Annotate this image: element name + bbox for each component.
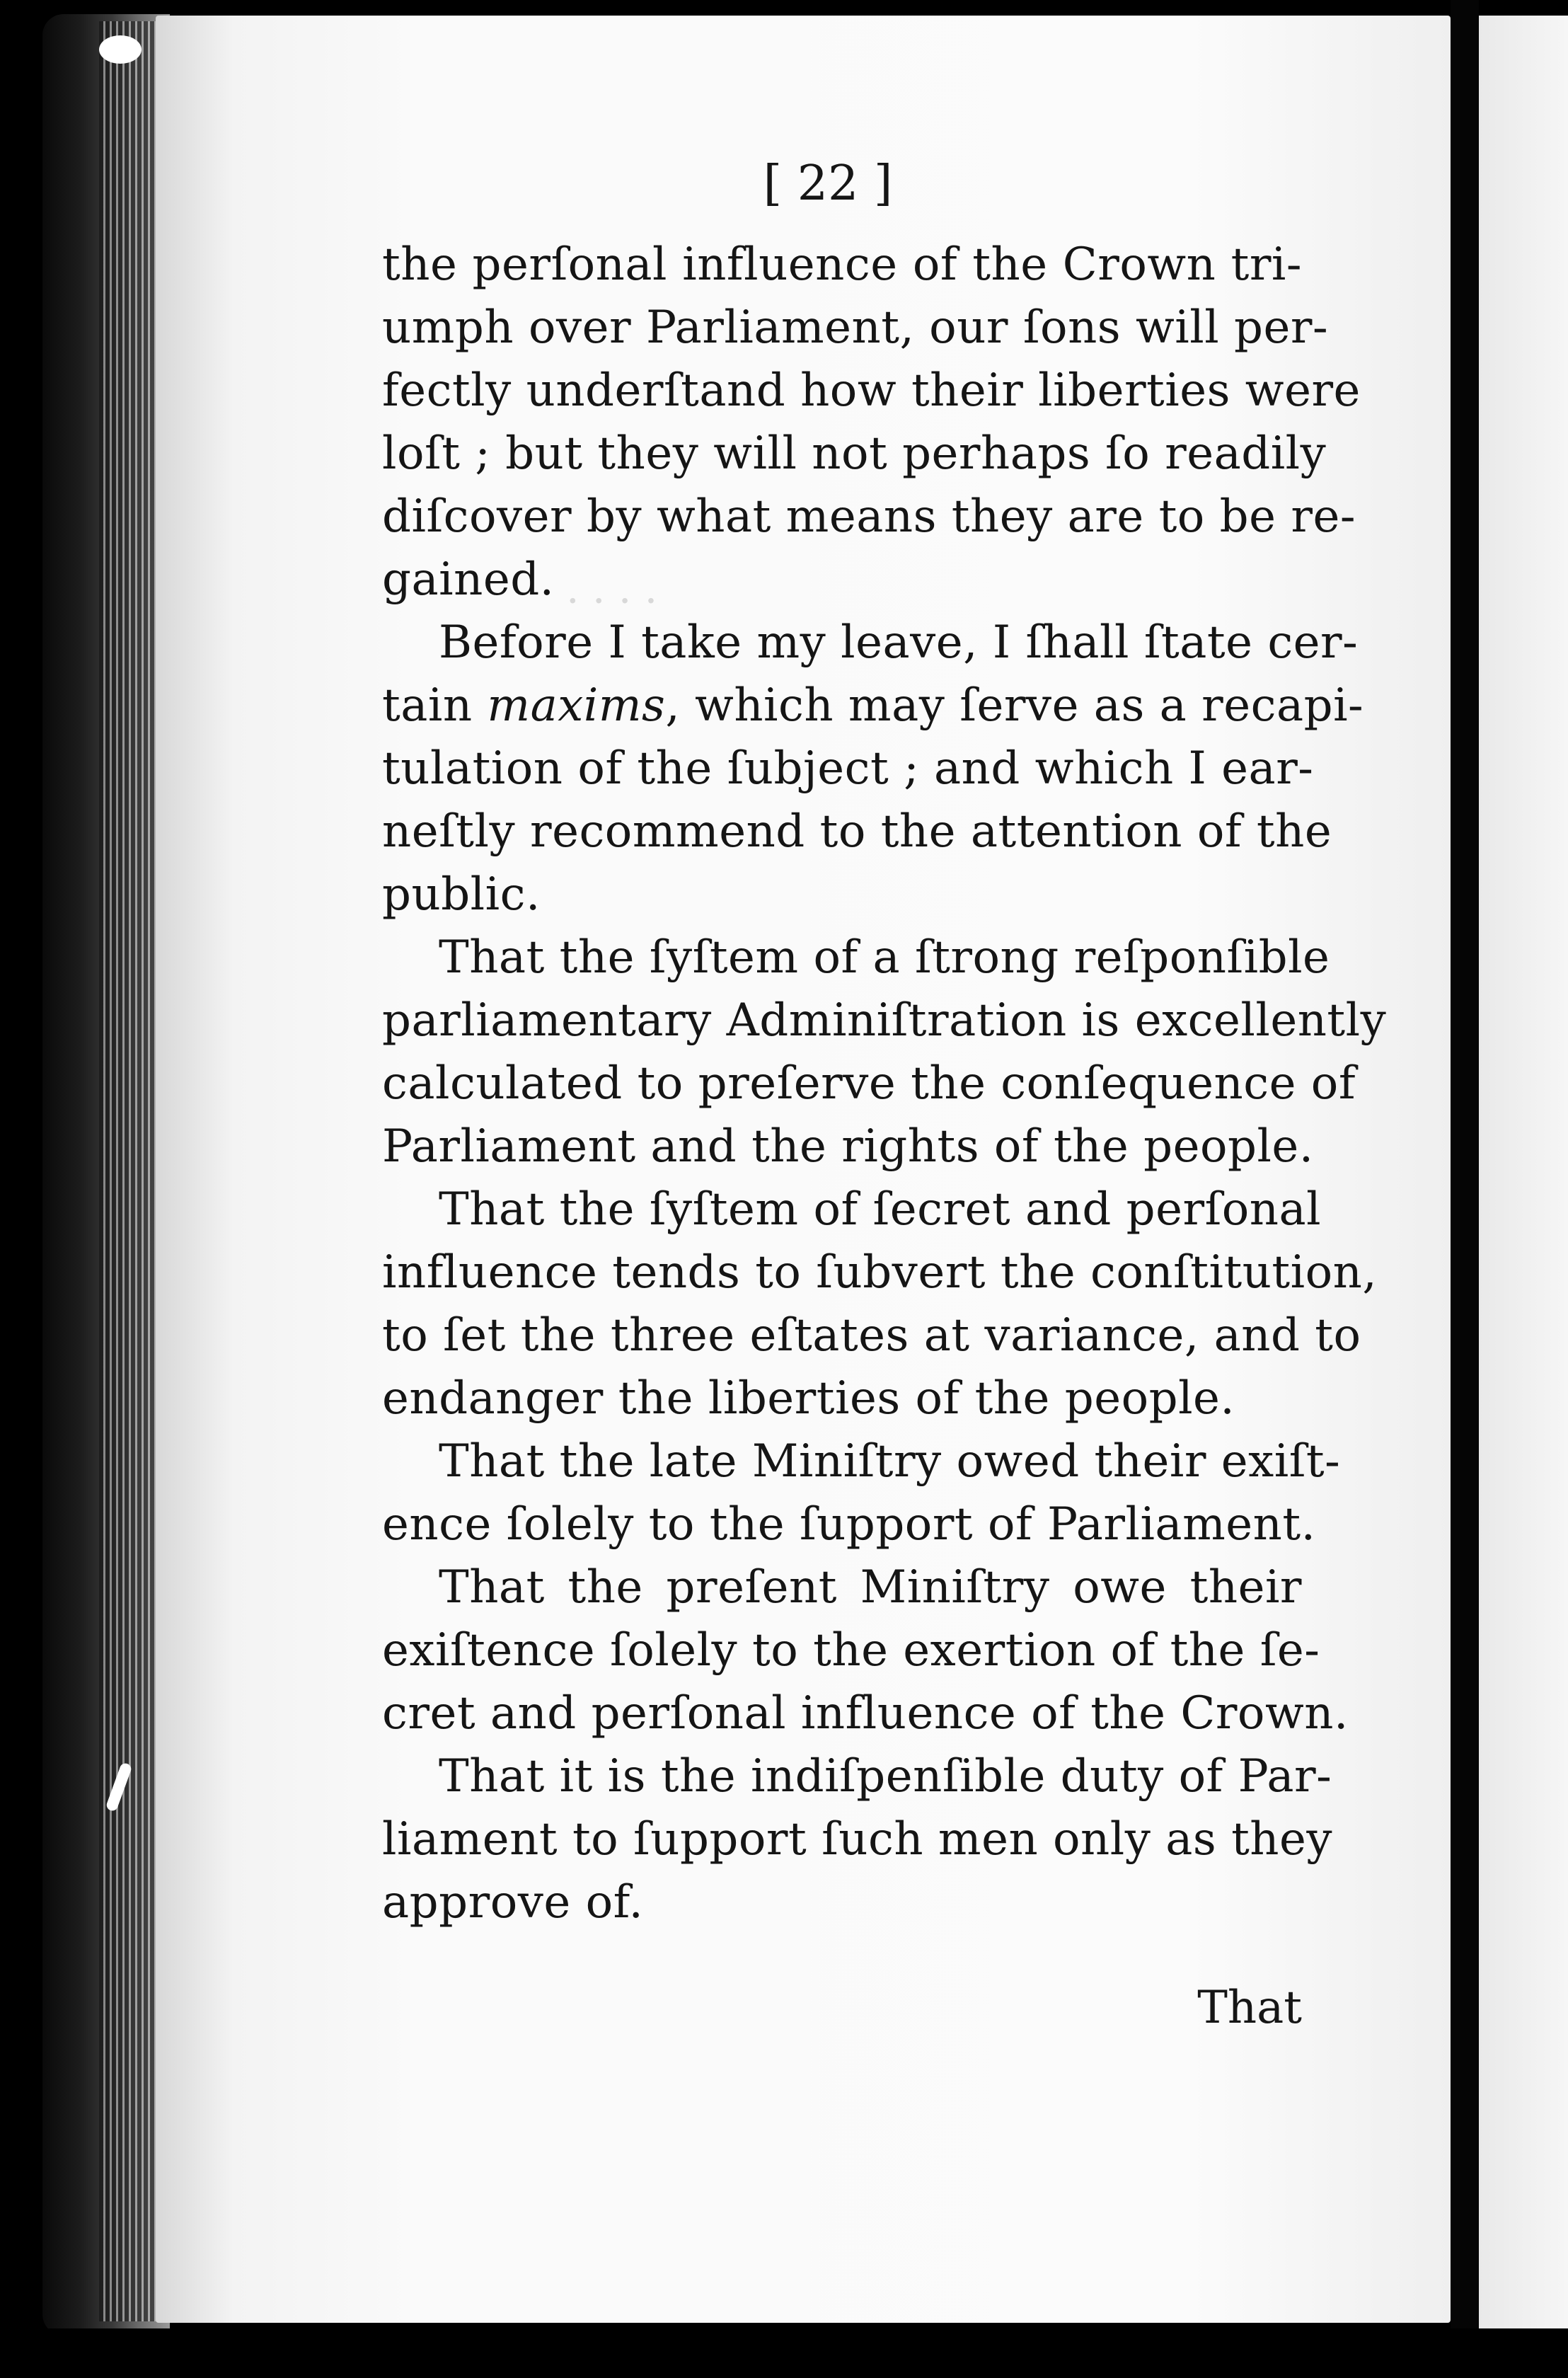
text-line: Parliament and the rights of the people. (382, 1120, 1314, 1173)
text-line: ence ſolely to the ſupport of Parliament. (382, 1498, 1316, 1551)
text-line: gained. (382, 553, 555, 606)
text-line: umph over Parliament, our ſons will per- (382, 301, 1329, 354)
body-text (382, 234, 1387, 1934)
text-line: parliamentary Adminiſtration is excellently (382, 994, 1387, 1047)
text-line: fectly underſtand how their liberties were (382, 364, 1361, 417)
text-line: endanger the liberties of the people. (382, 1372, 1235, 1425)
text-line: loſt ; but they will not perhaps ſo readily (382, 427, 1327, 480)
text-line: That the ſyſtem of a ſtrong reſponſible (439, 931, 1330, 984)
text-fragment: , which may ſerve as a recapi- (665, 679, 1364, 732)
running-head: [ 22 ] (763, 156, 893, 212)
text-fragment: tain (382, 679, 488, 732)
text-line: That it is the indiſpenſible duty of Par- (439, 1750, 1332, 1803)
facing-page-edge (1479, 16, 1568, 2330)
bottom-border (0, 2328, 1568, 2378)
text-line: the perſonal influence of the Crown tri- (382, 239, 1302, 291)
text-line: neſtly recommend to the attention of the (382, 805, 1332, 858)
text-line: That the preſent Miniſtry owe their (439, 1561, 1302, 1614)
text-line: calculated to preſerve the conſequence of (382, 1057, 1356, 1110)
text-line: diſcover by what means they are to be re- (382, 490, 1356, 543)
page-edges (99, 21, 163, 2321)
text-line: influence tends to ſubvert the conſtitution, (382, 1246, 1378, 1299)
text-line: That the late Miniſtry owed their exiſt- (439, 1435, 1341, 1488)
text-line: tulation of the ſubject ; and which I ear- (382, 742, 1314, 795)
bleed-through-text: · · · · (566, 577, 658, 625)
text-line: That the ſyſtem of ſecret and perſonal (439, 1183, 1322, 1236)
gutter-shadow (1451, 0, 1479, 2378)
text-line: exiſtence ſolely to the exertion of the ſe- (382, 1624, 1320, 1677)
text-line: cret and perſonal influence of the Crown. (382, 1687, 1349, 1740)
text-line: approve of. (382, 1876, 644, 1929)
text-line: Before I take my leave, I ſhall ſtate cer- (439, 616, 1359, 669)
text-line: public. (382, 868, 541, 921)
italic-term: maxims (487, 679, 666, 732)
text-line: liament to ſupport ſuch men only as they (382, 1813, 1333, 1866)
text-line (382, 674, 1364, 737)
text-line: to ſet the three eſtates at variance, and to (382, 1309, 1361, 1362)
paper-speck (99, 35, 142, 64)
catchword: That (1197, 1982, 1302, 2034)
